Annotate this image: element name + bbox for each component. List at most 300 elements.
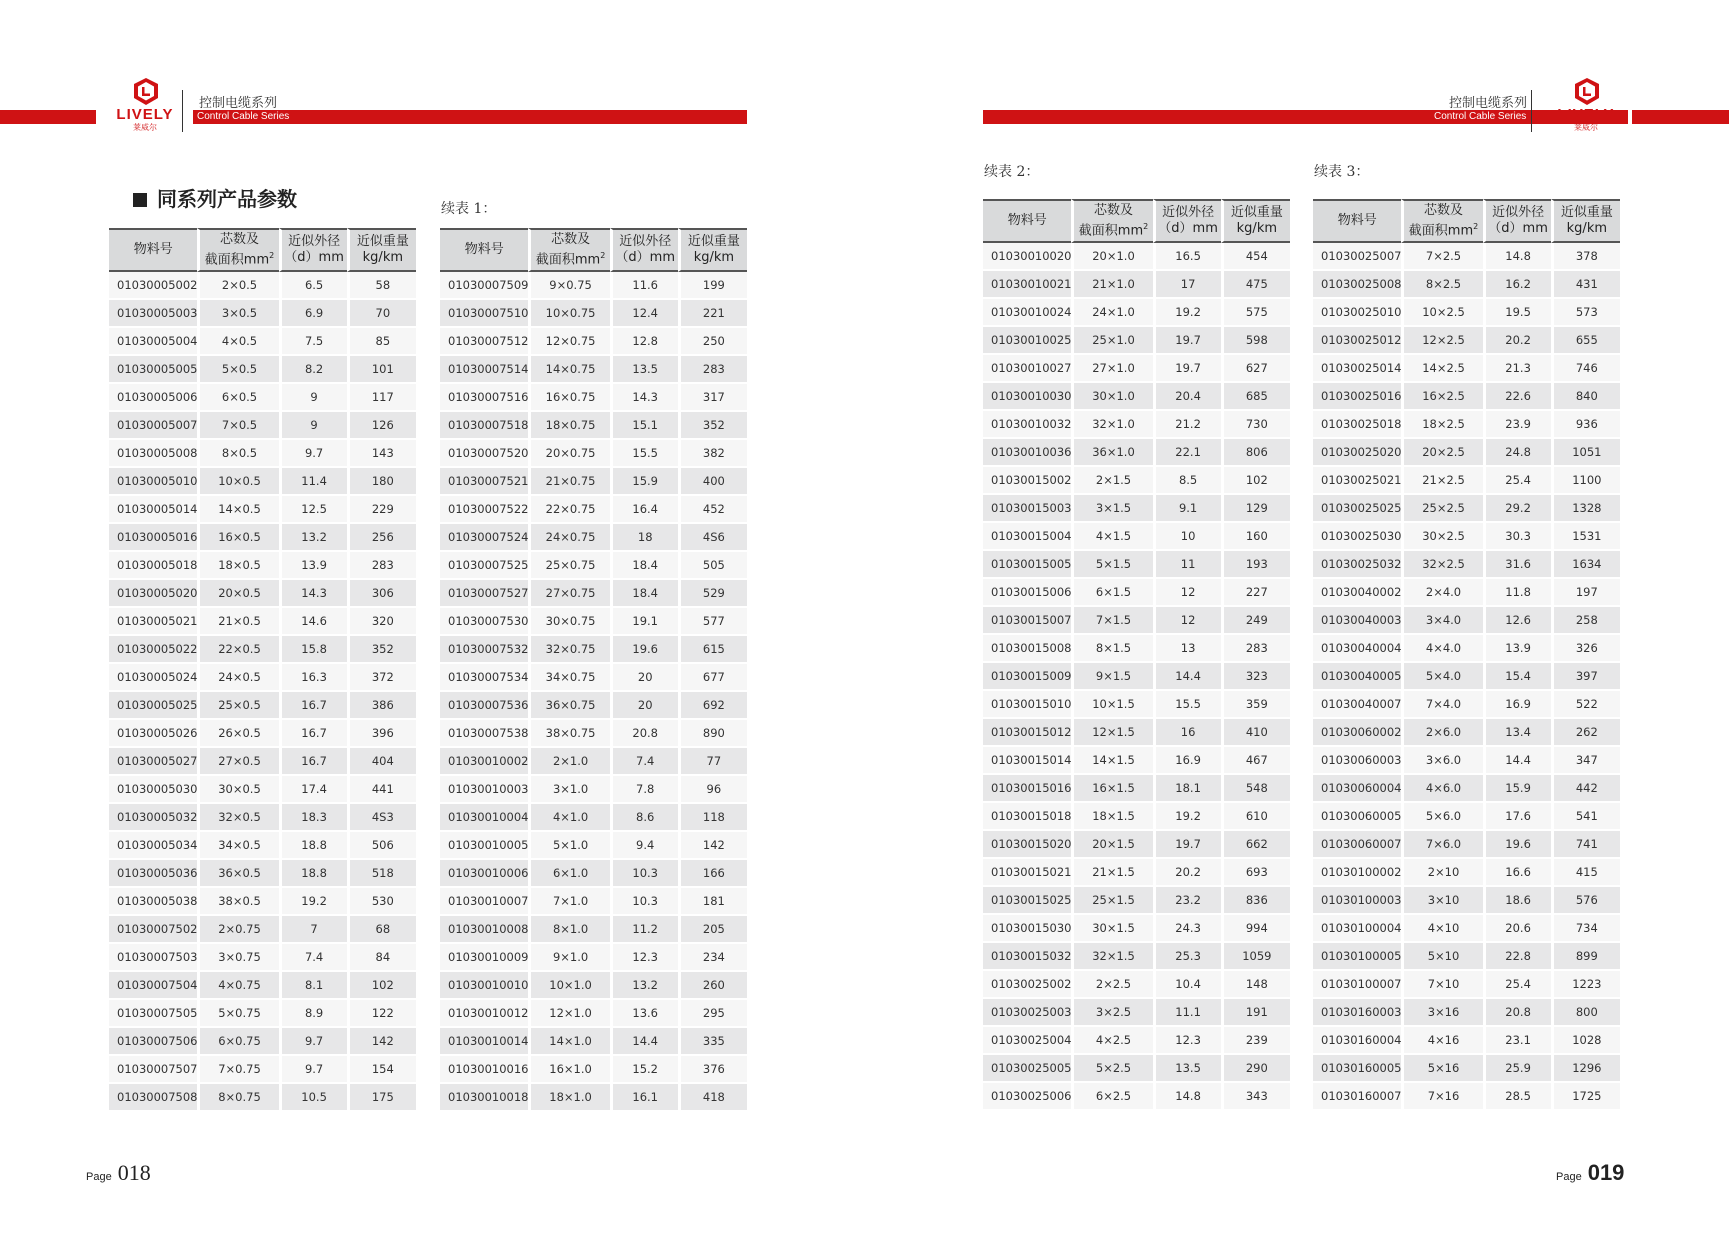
table-row [440,1000,747,1028]
series-title-en: Control Cable Series [197,111,290,122]
cell-cores-area: 4×2.5 [1071,1027,1152,1055]
table-row [109,524,416,552]
cell-outer-diameter: 20 [610,664,678,692]
cell-weight: 386 [347,692,416,720]
cell-weight: 295 [678,1000,747,1028]
cell-part-no: 01030015030 [983,915,1071,943]
cell-part-no: 01030010020 [983,243,1071,271]
cell-cores-area: 21×0.5 [197,608,278,636]
table-row [440,916,747,944]
cell-part-no: 01030005005 [109,356,197,384]
table-row [1313,299,1620,327]
cell-weight: 256 [347,524,416,552]
cell-cores-area: 5×0.5 [197,356,278,384]
cell-outer-diameter: 9 [279,412,347,440]
cell-cores-area: 32×2.5 [1401,551,1482,579]
cell-cores-area: 14×2.5 [1401,355,1482,383]
table-row [1313,467,1620,495]
cell-part-no: 01030007522 [440,496,528,524]
cell-cores-area: 34×0.75 [528,664,609,692]
table-row [1313,803,1620,831]
cell-weight: 68 [347,916,416,944]
cell-part-no: 01030007530 [440,608,528,636]
cell-part-no: 01030005008 [109,440,197,468]
cell-weight: 890 [678,720,747,748]
cell-weight: 239 [1221,1027,1290,1055]
cell-weight: 84 [347,944,416,972]
cell-cores-area: 20×0.75 [528,440,609,468]
cell-cores-area: 20×2.5 [1401,439,1482,467]
cell-outer-diameter: 8.2 [279,356,347,384]
cell-weight: 577 [678,608,747,636]
cell-weight: 685 [1221,383,1290,411]
cell-outer-diameter: 18.4 [610,552,678,580]
page-right [865,0,1729,1257]
cell-cores-area: 8×1.0 [528,916,609,944]
cell-weight: 193 [1221,551,1290,579]
table-row [440,692,747,720]
cell-weight: 575 [1221,299,1290,327]
cell-part-no: 01030015008 [983,635,1071,663]
cell-outer-diameter: 8.6 [610,804,678,832]
cell-part-no: 01030005003 [109,300,197,328]
table-row [109,1056,416,1084]
cell-cores-area: 6×1.0 [528,860,609,888]
cell-weight: 506 [347,832,416,860]
table-header-row [109,228,416,272]
table-row [983,831,1290,859]
cell-weight: 400 [678,468,747,496]
table-row [109,1084,416,1112]
cell-outer-diameter: 11.6 [610,272,678,300]
cell-outer-diameter: 13.2 [279,524,347,552]
cell-cores-area: 9×1.0 [528,944,609,972]
cell-weight: 249 [1221,607,1290,635]
table-row [109,496,416,524]
table-row [1313,607,1620,635]
cell-part-no: 01030040003 [1313,607,1401,635]
cell-weight: 475 [1221,271,1290,299]
table-row [983,355,1290,383]
cell-cores-area: 14×0.75 [528,356,609,384]
table-row [1313,523,1620,551]
header-bar-left [0,110,96,124]
cell-outer-diameter: 14.3 [610,384,678,412]
table-row [983,271,1290,299]
cell-weight: 800 [1551,999,1620,1027]
cell-part-no: 01030025030 [1313,523,1401,551]
cell-cores-area: 3×6.0 [1401,747,1482,775]
bullet-square-icon [133,193,147,207]
col-part-no: 物料号 [440,228,528,272]
cell-outer-diameter: 24.3 [1153,915,1221,943]
cell-weight: 677 [678,664,747,692]
cell-cores-area: 34×0.5 [197,832,278,860]
cell-weight: 317 [678,384,747,412]
cell-part-no: 01030025007 [1313,243,1401,271]
table-row [1313,943,1620,971]
table-row [109,328,416,356]
cell-part-no: 01030040002 [1313,579,1401,607]
cell-outer-diameter: 16.7 [279,720,347,748]
cell-part-no: 01030010005 [440,832,528,860]
cell-part-no: 01030010027 [983,355,1071,383]
col-weight: 近似重量 kg/km [678,228,747,272]
table-row [440,1028,747,1056]
cell-outer-diameter: 9.4 [610,832,678,860]
cell-outer-diameter: 12.4 [610,300,678,328]
cell-outer-diameter: 14.6 [279,608,347,636]
cell-weight: 359 [1221,691,1290,719]
col-part-no: 物料号 [1313,199,1401,243]
cell-cores-area: 25×1.5 [1071,887,1152,915]
cell-outer-diameter: 17.4 [279,776,347,804]
table-row [109,1000,416,1028]
cell-cores-area: 7×4.0 [1401,691,1482,719]
page-number-left [86,1160,151,1186]
cell-cores-area: 14×1.0 [528,1028,609,1056]
cell-part-no: 01030007516 [440,384,528,412]
cell-outer-diameter: 10.4 [1153,971,1221,999]
cell-outer-diameter: 7 [279,916,347,944]
cell-outer-diameter: 20.8 [1483,999,1551,1027]
table-row [440,1056,747,1084]
cell-outer-diameter: 16.7 [279,748,347,776]
cell-part-no: 01030100002 [1313,859,1401,887]
table-row [1313,859,1620,887]
cell-weight: 376 [678,1056,747,1084]
cell-part-no: 01030010009 [440,944,528,972]
cell-part-no: 01030025002 [983,971,1071,999]
cell-part-no: 01030007507 [109,1056,197,1084]
cell-part-no: 01030010024 [983,299,1071,327]
brand-mark-icon [134,78,158,106]
cell-outer-diameter: 18.8 [279,832,347,860]
cell-outer-diameter: 25.3 [1153,943,1221,971]
cell-weight: 741 [1551,831,1620,859]
page-label: Page [1556,1171,1582,1183]
cell-weight: 221 [678,300,747,328]
cell-weight: 692 [678,692,747,720]
table-row [1313,1027,1620,1055]
table-row [440,412,747,440]
cell-cores-area: 5×1.5 [1071,551,1152,579]
table-row [983,887,1290,915]
cell-part-no: 01030015018 [983,803,1071,831]
cell-outer-diameter: 15.8 [279,636,347,664]
cell-outer-diameter: 22.8 [1483,943,1551,971]
cell-cores-area: 14×1.5 [1071,747,1152,775]
cell-outer-diameter: 15.1 [610,412,678,440]
cell-cores-area: 12×1.5 [1071,719,1152,747]
cell-cores-area: 7×1.0 [528,888,609,916]
cell-part-no: 01030007510 [440,300,528,328]
table-row [440,664,747,692]
cell-part-no: 01030010008 [440,916,528,944]
cell-cores-area: 3×0.75 [197,944,278,972]
cell-weight: 522 [1551,691,1620,719]
cell-cores-area: 7×0.5 [197,412,278,440]
table-row [440,776,747,804]
cell-part-no: 01030005014 [109,496,197,524]
cell-cores-area: 7×0.75 [197,1056,278,1084]
cell-weight: 382 [678,440,747,468]
table-row [1313,383,1620,411]
cell-weight: 227 [1221,579,1290,607]
cell-outer-diameter: 16.9 [1483,691,1551,719]
cell-outer-diameter: 29.2 [1483,495,1551,523]
table-row [109,636,416,664]
cell-part-no: 01030005002 [109,272,197,300]
table-row [983,999,1290,1027]
table-row [1313,271,1620,299]
cell-cores-area: 32×1.5 [1071,943,1152,971]
table-row [109,720,416,748]
cell-part-no: 01030060002 [1313,719,1401,747]
cell-outer-diameter: 9 [279,384,347,412]
cell-outer-diameter: 14.4 [1153,663,1221,691]
cell-part-no: 01030010016 [440,1056,528,1084]
table-row [983,775,1290,803]
table-row [109,804,416,832]
cell-part-no: 01030025018 [1313,411,1401,439]
col-weight: 近似重量 kg/km [1551,199,1620,243]
table-row [983,467,1290,495]
table-row [983,383,1290,411]
cell-outer-diameter: 19.5 [1483,299,1551,327]
table-row [109,860,416,888]
cell-cores-area: 21×1.0 [1071,271,1152,299]
table-row [983,915,1290,943]
cell-weight: 693 [1221,859,1290,887]
table-row [983,859,1290,887]
cell-part-no: 01030010036 [983,439,1071,467]
cell-cores-area: 20×0.5 [197,580,278,608]
series-title-cn: 控制电缆系列 [199,96,278,111]
table-row [983,495,1290,523]
cell-cores-area: 27×1.0 [1071,355,1152,383]
cell-outer-diameter: 6.5 [279,272,347,300]
table-row [109,664,416,692]
cell-outer-diameter: 16.4 [610,496,678,524]
cell-outer-diameter: 17 [1153,271,1221,299]
cell-weight: 306 [347,580,416,608]
cell-part-no: 01030005004 [109,328,197,356]
cell-weight: 96 [678,776,747,804]
cell-weight: 1051 [1551,439,1620,467]
table-row [440,468,747,496]
cell-weight: 806 [1221,439,1290,467]
page-number-right [1556,1160,1624,1186]
cell-weight: 576 [1551,887,1620,915]
cell-outer-diameter: 7.8 [610,776,678,804]
table-row [109,356,416,384]
cell-outer-diameter: 16.6 [1483,859,1551,887]
cell-outer-diameter: 12.3 [1153,1027,1221,1055]
cell-outer-diameter: 9.1 [1153,495,1221,523]
cell-weight: 181 [678,888,747,916]
table-row [109,608,416,636]
cell-outer-diameter: 12 [1153,579,1221,607]
cell-part-no: 01030015012 [983,719,1071,747]
table-row [440,440,747,468]
table-row [983,943,1290,971]
col-cores-area: 芯数及 截面积$mm^2$ [1401,199,1482,243]
brand-name: LIVELY [116,106,174,123]
cell-outer-diameter: 23.9 [1483,411,1551,439]
cell-weight: 283 [347,552,416,580]
cell-outer-diameter: 15.4 [1483,663,1551,691]
cell-cores-area: 10×2.5 [1401,299,1482,327]
cell-weight: 102 [1221,467,1290,495]
table-row [440,748,747,776]
cell-outer-diameter: 19.7 [1153,327,1221,355]
cell-weight: 352 [678,412,747,440]
cell-cores-area: 3×0.5 [197,300,278,328]
cell-cores-area: 32×1.0 [1071,411,1152,439]
table-row [440,1084,747,1112]
table-row [109,692,416,720]
cell-cores-area: 20×1.0 [1071,243,1152,271]
table-row [1313,663,1620,691]
cell-weight: 529 [678,580,747,608]
cell-weight: 454 [1221,243,1290,271]
cell-weight: 1296 [1551,1055,1620,1083]
cell-outer-diameter: 10.3 [610,860,678,888]
table-row [440,552,747,580]
table-row [983,971,1290,999]
cell-outer-diameter: 13.4 [1483,719,1551,747]
cell-weight: 335 [678,1028,747,1056]
cell-outer-diameter: 20.4 [1153,383,1221,411]
cell-cores-area: 2×1.5 [1071,467,1152,495]
col-cores-area: 芯数及 截面积$mm^2$ [528,228,609,272]
cell-weight: 1223 [1551,971,1620,999]
cell-weight: 85 [347,328,416,356]
cell-weight: 117 [347,384,416,412]
cell-part-no: 01030015002 [983,467,1071,495]
cell-cores-area: 7×16 [1401,1083,1482,1111]
cell-part-no: 01030060005 [1313,803,1401,831]
cell-outer-diameter: 13.5 [610,356,678,384]
cell-cores-area: 4×10 [1401,915,1482,943]
cell-part-no: 01030025012 [1313,327,1401,355]
cell-part-no: 01030010002 [440,748,528,776]
cell-outer-diameter: 12 [1153,607,1221,635]
table-row [983,327,1290,355]
cell-part-no: 01030005021 [109,608,197,636]
table-row [1313,719,1620,747]
col-part-no: 物料号 [109,228,197,272]
cell-weight: 415 [1551,859,1620,887]
cell-cores-area: 27×0.5 [197,748,278,776]
cell-part-no: 01030005007 [109,412,197,440]
table-row [983,663,1290,691]
cell-part-no: 01030160003 [1313,999,1401,1027]
table-row [1313,999,1620,1027]
cell-outer-diameter: 7.4 [610,748,678,776]
cell-weight: 260 [678,972,747,1000]
cell-part-no: 01030010007 [440,888,528,916]
cell-outer-diameter: 19.2 [1153,299,1221,327]
cell-weight: 323 [1221,663,1290,691]
product-table-1 [440,228,747,1112]
cell-outer-diameter: 22.1 [1153,439,1221,467]
table-row [983,635,1290,663]
table-row [109,580,416,608]
cell-weight: 548 [1221,775,1290,803]
cell-cores-area: 4×0.75 [197,972,278,1000]
cell-weight: 372 [347,664,416,692]
cell-weight: 442 [1551,775,1620,803]
cell-outer-diameter: 11.8 [1483,579,1551,607]
table-row [983,523,1290,551]
cell-cores-area: 2×4.0 [1401,579,1482,607]
cell-weight: 191 [1221,999,1290,1027]
cell-part-no: 01030005020 [109,580,197,608]
product-table-3 [1313,199,1620,1111]
cell-weight: 1028 [1551,1027,1620,1055]
cell-cores-area: 8×0.75 [197,1084,278,1112]
table-row [1313,775,1620,803]
cell-part-no: 01030015003 [983,495,1071,523]
cell-weight: 148 [1221,971,1290,999]
cell-part-no: 01030015007 [983,607,1071,635]
product-table-0 [109,228,416,1112]
cell-cores-area: 3×2.5 [1071,999,1152,1027]
cell-outer-diameter: 20.2 [1483,327,1551,355]
table-row [440,328,747,356]
cell-part-no: 01030015025 [983,887,1071,915]
cell-part-no: 01030007512 [440,328,528,356]
cell-cores-area: 25×1.0 [1071,327,1152,355]
cell-part-no: 01030005032 [109,804,197,832]
table-row [1313,411,1620,439]
cell-cores-area: 2×6.0 [1401,719,1482,747]
cell-part-no: 01030007506 [109,1028,197,1056]
table-row [983,1027,1290,1055]
table-row [440,580,747,608]
cell-part-no: 01030015032 [983,943,1071,971]
cell-part-no: 01030007505 [109,1000,197,1028]
cell-part-no: 01030007534 [440,664,528,692]
cell-weight: 418 [678,1084,747,1112]
cell-outer-diameter: 21.2 [1153,411,1221,439]
cell-part-no: 01030005026 [109,720,197,748]
cell-outer-diameter: 11.1 [1153,999,1221,1027]
cell-cores-area: 22×0.75 [528,496,609,524]
cell-part-no: 01030160007 [1313,1083,1401,1111]
cell-cores-area: 30×0.5 [197,776,278,804]
cell-outer-diameter: 19.6 [1483,831,1551,859]
col-outer-diameter: 近似外径 （d）mm [279,228,347,272]
cell-outer-diameter: 15.5 [1153,691,1221,719]
cell-cores-area: 6×0.5 [197,384,278,412]
cell-cores-area: 4×1.0 [528,804,609,832]
cell-outer-diameter: 9.7 [279,440,347,468]
cell-outer-diameter: 13.5 [1153,1055,1221,1083]
cell-outer-diameter: 20.8 [610,720,678,748]
page-number: 018 [117,1160,151,1185]
cell-cores-area: 10×0.75 [528,300,609,328]
col-part-no: 物料号 [983,199,1071,243]
table-row [1313,971,1620,999]
cell-part-no: 01030010021 [983,271,1071,299]
cell-part-no: 01030015009 [983,663,1071,691]
cell-outer-diameter: 18.8 [279,860,347,888]
table-row [109,384,416,412]
cell-weight: 746 [1551,355,1620,383]
